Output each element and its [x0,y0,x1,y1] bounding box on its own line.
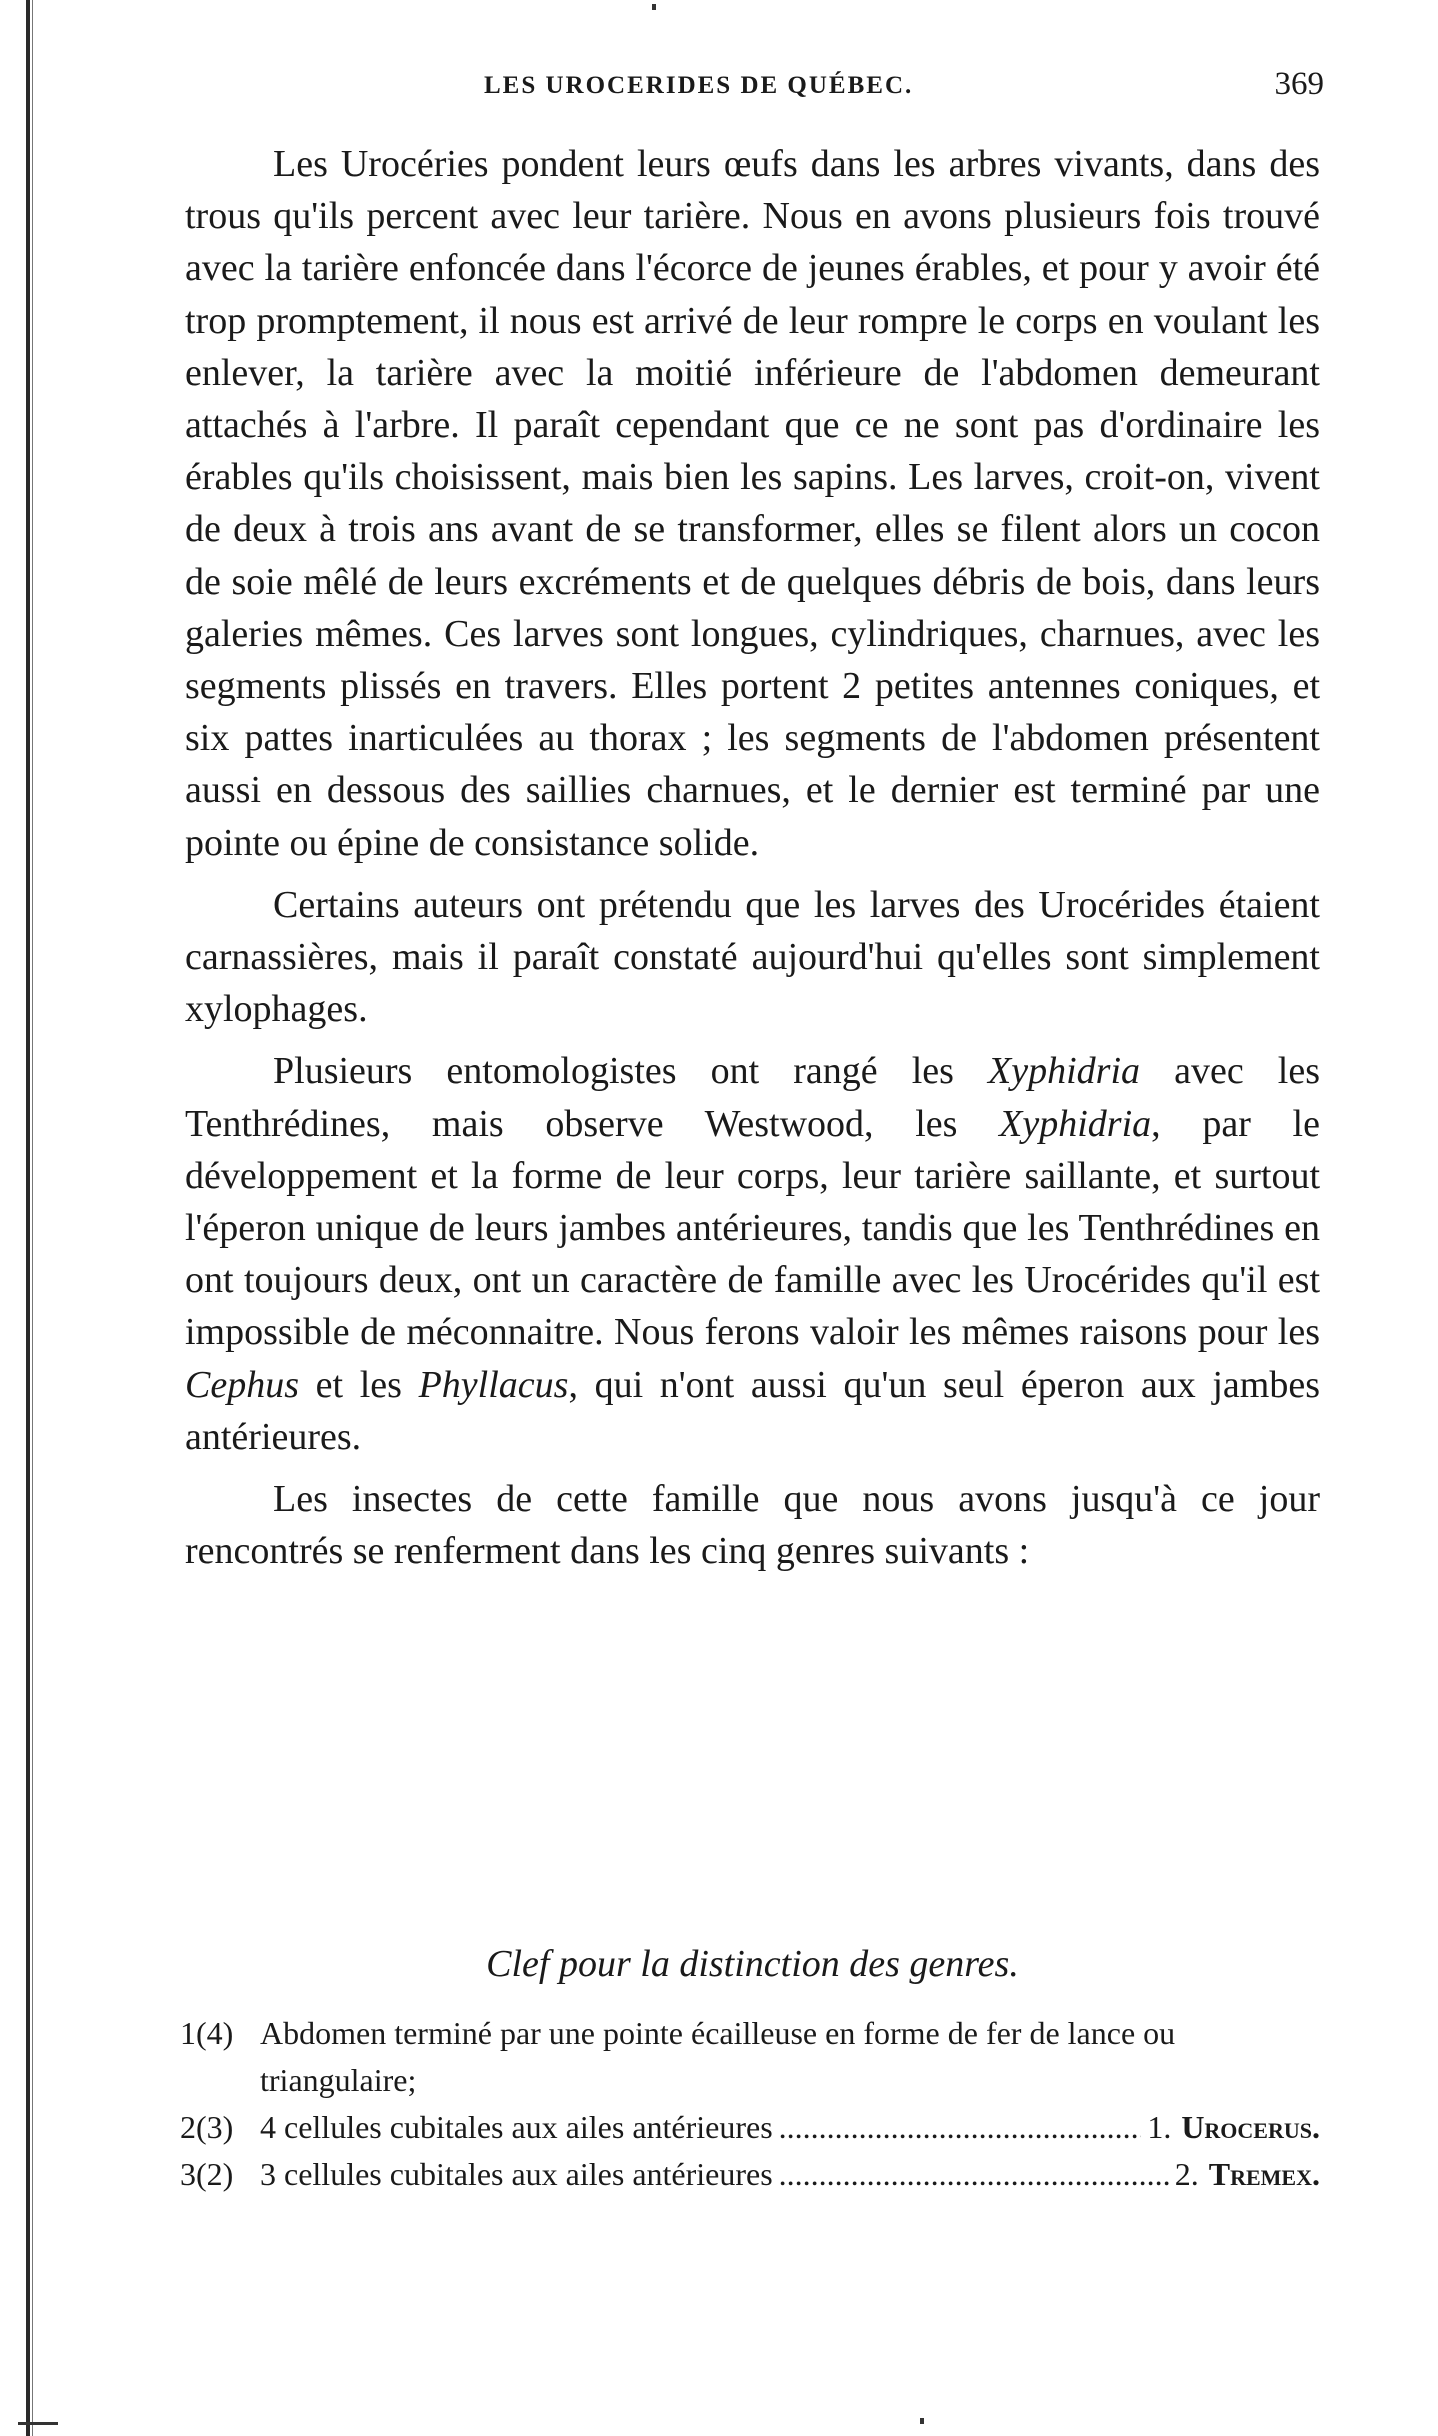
key-entry-number: 2(3) [180,2109,234,2145]
key-entry-number: 1(4) [180,2015,234,2051]
genus-name-italic: Xyphidria [988,1050,1141,1093]
page-header [184,66,1324,116]
paragraph-genres: Les insectes de cette famille que nous avons jusqu'à ce jour rencontrés se renferment dans les cinq genres suivants : [185,1478,1320,1573]
key-entry-genus [1175,2151,1320,2198]
key-entry [180,2104,1320,2151]
key-entry [180,2010,1320,2104]
genus-number: 2. [1174,2156,1199,2192]
running-title: LES UROCERIDES DE QUÉBEC. [484,72,914,99]
key-entry-text: 3 cellules cubitales aux ailes antérieures [260,2156,773,2192]
key-entry-text: 4 cellules cubitales aux ailes antérieures [260,2109,773,2145]
paragraph-larves: Les Urocéries pondent leurs œufs dans les arbres vivants, dans des trous qu'ils percent avec leur tarière. Nous en avons plusieurs fois trouvé avec la tarière enfoncée dans l'écorce de jeunes érables, et pour y avoir été trop promptement, il nous est arrivé de leur rompre le corps en voulant les enlever, la tarière avec la moitié inférieure de l'abdomen demeurant attachés à l'arbre. Il paraît cependant que ce ne sont pas d'ordinaire les érables qu'ils choisissent, mais bien les sapins. Les larves, croit-on, vivent de deux à trois ans avant de se transformer, elles se filent alors un cocon de soie mêlé de leurs excréments et de quelques débris de bois, dans leurs galeries mêmes. Ces larves sont longues, cylindriques, charnues, avec les segments plissés en travers. Elles portent 2 petites antennes coniques, et six pattes inarticulées au thorax ; les segments de l'abdomen présentent aussi en dessous des saillies charnues, et le dernier est terminé par une pointe ou épine de consistance solide. [185,143,1320,864]
paragraph-xyphidria: Plusieurs entomologistes ont rangé les Xyphidria avec les Tenthrédines, mais observe Westwood, les Xyphidria, par le développement et la forme de leur corps, leur tarière saillante, et surtout l'éperon unique de leurs jambes antérieures, tandis que les Tenthrédines en ont toujours deux, ont un caractère de famille avec les Urocérides qu'il est impossible de méconnaitre. Nous ferons valoir les mêmes raisons pour les Cephus et les Phyllacus, qui n'ont aussi qu'un seul éperon aux jambes antérieures. [185,1050,1320,1458]
genus-number: 1. [1147,2109,1172,2145]
ink-speck [920,2418,924,2424]
genus-name-italic: Cephus [185,1363,299,1406]
page-corner-mark [18,2422,58,2425]
genus-key [180,2010,1320,2198]
page-binding-edge-shadow [32,0,33,2436]
genus-name-italic: Phyllacus [418,1363,569,1406]
genus-name: Urocerus. [1181,2109,1320,2145]
key-entry-genus [1147,2104,1320,2151]
key-title: Clef pour la distinction des genres. [486,1943,1019,1985]
key-entry-number: 3(2) [180,2156,234,2192]
body-text [185,138,1320,1577]
paragraph-carnassieres: Certains auteurs ont prétendu que les larves des Urocérides étaient carnassières, mais il paraît constaté aujourd'hui qu'elles sont simplement xylophages. [185,883,1320,1031]
leader-dots [779,2151,1169,2198]
page-binding-edge [26,0,30,2436]
leader-dots [779,2104,1142,2151]
genus-name: Tremex. [1208,2156,1320,2192]
page-number: 369 [1274,66,1324,102]
ink-speck [652,4,656,10]
key-entry-text: Abdomen terminé par une pointe écailleuse en forme de fer de lance ou triangulaire; [260,2015,1176,2098]
genus-name-italic: Xyphidria [999,1102,1152,1145]
key-entry [180,2151,1320,2198]
